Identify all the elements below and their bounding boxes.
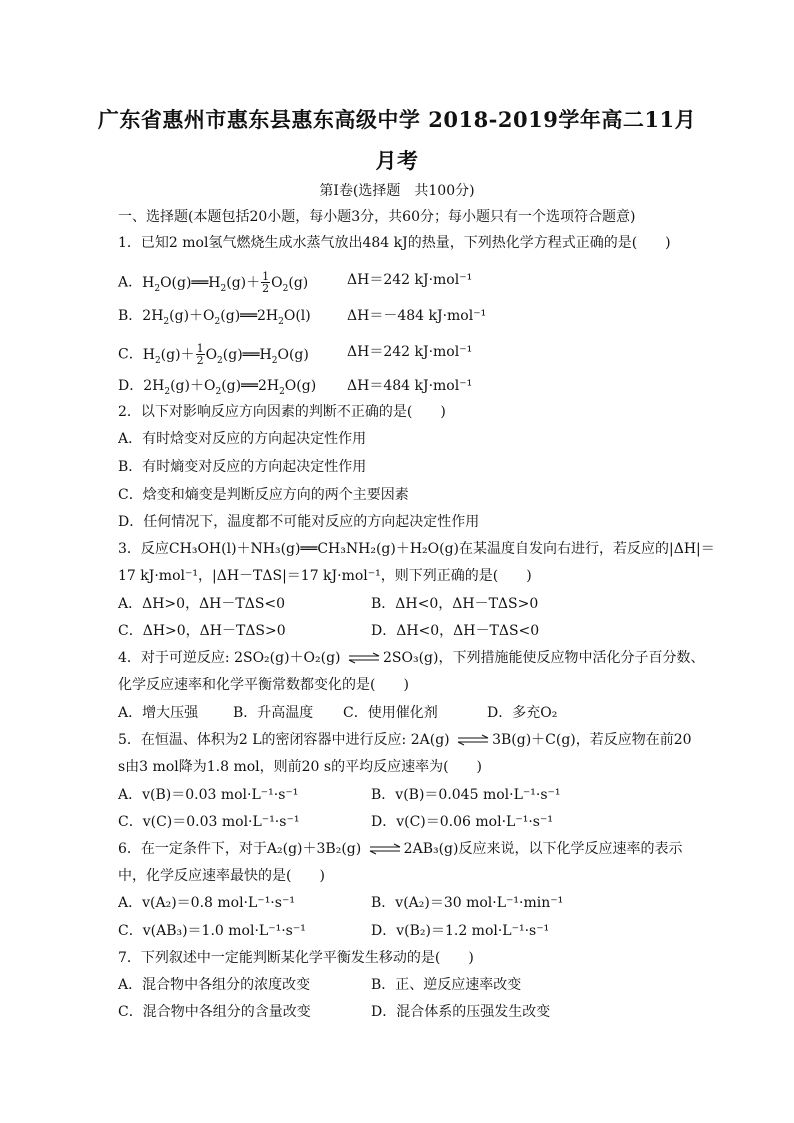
question-5-option-b: B．v(B)＝0.045 mol·L⁻¹·s⁻¹ — [371, 787, 561, 803]
question-7-option-b: B．正、逆反应速率改变 — [371, 977, 522, 993]
option-d-label: D． — [118, 378, 144, 394]
option-b-label: B． — [118, 308, 143, 324]
stem-part: 2AB₃(g)反应来说，以下化学反应速率的表示 — [403, 841, 683, 857]
question-7-option-d: D．混合体系的压强发生改变 — [371, 1004, 551, 1020]
question-6-stem-line2: 中，化学反应速率最快的是( ) — [118, 868, 325, 884]
question-3-stem-line1: 3．反应CH₃OH(l)＋NH₃(g)══CH₃NH₂(g)＋H₂O(g)在某温度自发向右进行，若反应的|ΔH|＝ — [118, 541, 715, 557]
question-3-option-a: A．ΔH>0，ΔH－TΔS<0 — [118, 596, 286, 612]
question-2-option-d: D．任何情况下，温度都不可能对反应的方向起决定性作用 — [118, 514, 480, 530]
question-1-option-c — [118, 343, 309, 369]
question-3-stem-line2: 17 kJ·mol⁻¹，|ΔH－TΔS|＝17 kJ·mol⁻¹，则下列正确的是( ) — [118, 568, 532, 584]
reversible-arrow-icon — [456, 734, 490, 746]
equation: $H_2(g)+$ $\frac{1}{2}$ $O_2(g)══H_2O(g)$ — [142, 342, 309, 367]
reversible-arrow-icon — [347, 652, 381, 664]
option-c-label: C． — [118, 346, 143, 363]
stem-part: 3B(g)＋C(g)，若反应物在前20 — [492, 732, 692, 748]
stem-part: 4．对于可逆反应: 2SO₂(g)＋O₂(g) — [118, 650, 345, 666]
question-1-option-c-dh: ΔH＝242 kJ·mol⁻¹ — [347, 344, 473, 360]
reversible-arrow-icon — [368, 843, 402, 855]
stem-part: 2SO₃(g)，下列措施能使反应物中活化分子百分数、 — [382, 650, 705, 666]
question-5-option-d: D．v(C)＝0.06 mol·L⁻¹·s⁻¹ — [371, 814, 553, 830]
question-1-option-b — [118, 307, 311, 331]
question-7-option-a: A．混合物中各组分的浓度改变 — [118, 977, 311, 993]
question-6-option-d: D．v(B₂)＝1.2 mol·L⁻¹·s⁻¹ — [371, 923, 550, 939]
question-5-option-a: A．v(B)＝0.03 mol·L⁻¹·s⁻¹ — [118, 787, 299, 803]
equation: $2H_2(g)+O_2(g)══2H_2O(g)$ — [143, 378, 317, 397]
question-1-option-a-dh: ΔH＝242 kJ·mol⁻¹ — [347, 272, 473, 288]
question-2-stem: 2．以下对影响反应方向因素的判断不正确的是( ) — [118, 404, 446, 420]
question-6-option-c: C．v(AB₃)＝1.0 mol·L⁻¹·s⁻¹ — [118, 923, 306, 939]
question-1-option-d — [118, 377, 316, 401]
question-3-option-d: D．ΔH<0，ΔH－TΔS<0 — [371, 623, 540, 639]
equation: $2H_2(g)+O_2(g)══2H_2O(l)$ — [142, 308, 311, 327]
stem-part: 5．在恒温、体积为2 L的密闭容器中进行反应: 2A(g) — [118, 732, 455, 748]
question-5-option-c: C．v(C)＝0.03 mol·L⁻¹·s⁻¹ — [118, 814, 300, 830]
section-heading: 一、选择题(本题包括20小题，每小题3分，共60分；每小题只有一个选项符合题意) — [118, 209, 636, 225]
question-4-stem-line2: 化学反应速率和化学平衡常数都变化的是( ) — [118, 677, 409, 693]
question-6-stem-line1 — [118, 840, 682, 858]
question-5-stem-line1 — [118, 731, 692, 749]
question-1-option-d-dh: ΔH＝484 kJ·mol⁻¹ — [347, 378, 473, 394]
question-4-stem-line1 — [118, 649, 704, 667]
question-1-option-a — [118, 271, 308, 297]
question-4-option-b: B．升高温度 — [233, 705, 314, 721]
question-1-option-b-dh: ΔH＝－484 kJ·mol⁻¹ — [347, 308, 487, 324]
equation: $H_2O(g)══H_2(g)+$ $\frac{1}{2}$ $O_2(g)$ — [142, 270, 309, 295]
question-4-option-a: A．增大压强 — [118, 705, 199, 721]
question-5-stem-line2: s由3 mol降为1.8 mol，则前20 s的平均反应速率为( ) — [118, 759, 482, 775]
stem-part: 6．在一定条件下，对于A₂(g)＋3B₂(g) — [118, 841, 366, 857]
question-2-option-a: A．有时焓变对反应的方向起决定性作用 — [118, 431, 367, 447]
exam-title-line2: 月考 — [375, 148, 419, 173]
question-7-option-c: C．混合物中各组分的含量改变 — [118, 1004, 311, 1020]
exam-title-line1: 广东省惠州市惠东县惠东高级中学 2018-2019学年高二11月 — [97, 107, 697, 132]
question-3-option-c: C．ΔH>0，ΔH－TΔS>0 — [118, 623, 286, 639]
question-4-option-d: D．多充O₂ — [487, 705, 558, 721]
question-2-option-b: B．有时熵变对反应的方向起决定性作用 — [118, 459, 367, 475]
question-3-option-b: B．ΔH<0，ΔH－TΔS>0 — [371, 596, 539, 612]
question-2-option-c: C．焓变和熵变是判断反应方向的两个主要因素 — [118, 487, 409, 503]
part-subtitle: 第Ⅰ卷(选择题 共100分) — [319, 183, 475, 199]
question-7-stem: 7．下列叙述中一定能判断某化学平衡发生移动的是( ) — [118, 950, 474, 966]
question-1-stem: 1．已知2 mol氢气燃烧生成水蒸气放出484 kJ的热量，下列热化学方程式正确的是( ) — [118, 235, 671, 251]
question-6-option-a: A．v(A₂)＝0.8 mol·L⁻¹·s⁻¹ — [118, 895, 295, 911]
question-6-option-b: B．v(A₂)＝30 mol·L⁻¹·min⁻¹ — [371, 895, 564, 911]
question-4-option-c: C．使用催化剂 — [343, 705, 438, 721]
option-a-label: A． — [118, 274, 143, 291]
